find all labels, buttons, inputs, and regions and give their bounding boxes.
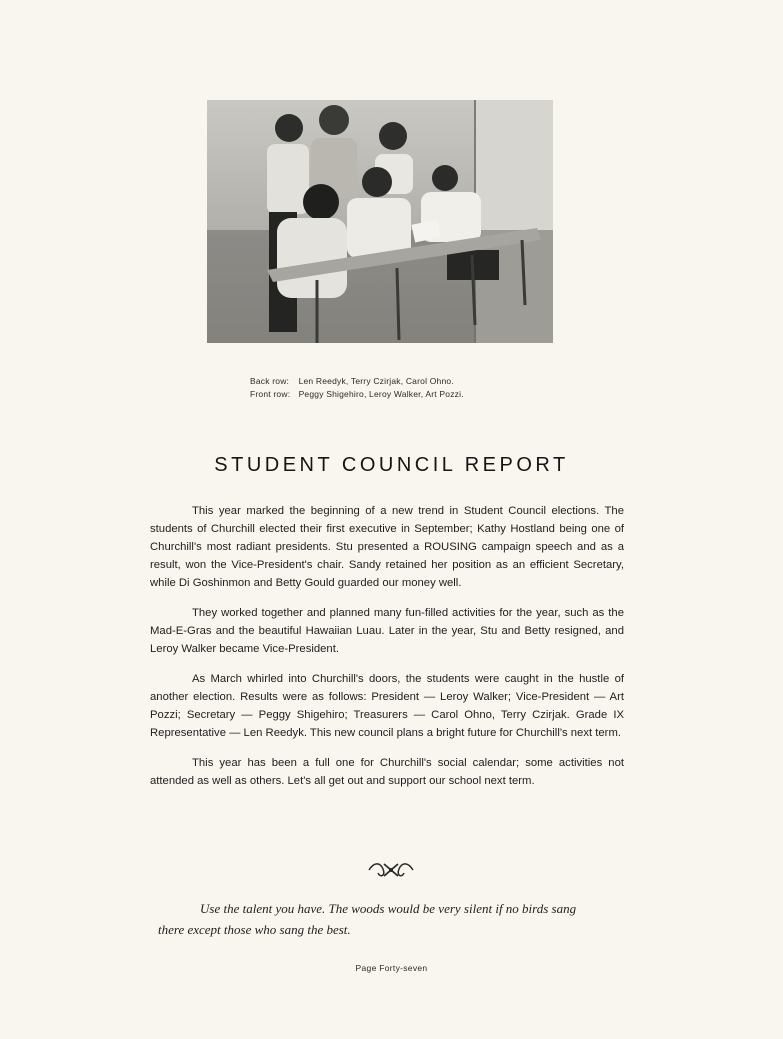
front-row-label: Front row: (250, 389, 291, 399)
ornament-icon (366, 860, 416, 880)
quote-line-2: there except those who sang the best. (158, 922, 351, 937)
photo-caption (250, 375, 464, 401)
back-row-label: Back row: (250, 376, 290, 386)
page-title: STUDENT COUNCIL REPORT (214, 454, 569, 476)
paragraph: This year marked the beginning of a new trend in Student Council elections. The students of Churchill elected their first executive in September; Kathy Hostland being one of Churchill's most radiant presidents. Stu presented a ROUSING campaign speech and as a result, won the Vice-President's chair. Sandy retained her position as an efficient Secretary, while Di Goshinmon and Betty Gould guarded our money well. (150, 505, 624, 589)
back-row-names: Len Reedyk, Terry Czirjak, Carol Ohno. (298, 376, 454, 386)
front-row-names: Peggy Shigehiro, Leroy Walker, Art Pozzi. (298, 389, 464, 399)
caption-front-row (250, 388, 464, 401)
student-council-photo (207, 100, 553, 343)
page-number: Page Forty-seven (355, 963, 428, 973)
quote-line-1: Use the talent you have. The woods would be very silent if no birds sang (200, 901, 577, 916)
group-photo-icon (207, 100, 553, 343)
closing-quote (158, 898, 632, 940)
caption-back-row (250, 375, 464, 388)
paragraph: As March whirled into Churchill's doors, the students were caught in the hustle of another election. Results were as follows: President — Leroy Walker; Vice-President — Art Pozzi; Secretary — Peggy Shigehiro; Treasurers — Carol Ohno, Terry Czirjak. Grade IX Representative — Len Reedyk. This new council plans a bright future for Churchill's next term. (150, 673, 624, 739)
paragraph: This year has been a full one for Churchill's social calendar; some activities not attended as well as others. Let's all get out and support our school next term. (150, 757, 624, 787)
paragraph: They worked together and planned many fun-filled activities for the year, such as the Mad-E-Gras and the beautiful Hawaiian Luau. Later in the year, Stu and Betty resigned, and Leroy Walker became Vice-President. (150, 607, 624, 655)
report-body (150, 502, 624, 802)
